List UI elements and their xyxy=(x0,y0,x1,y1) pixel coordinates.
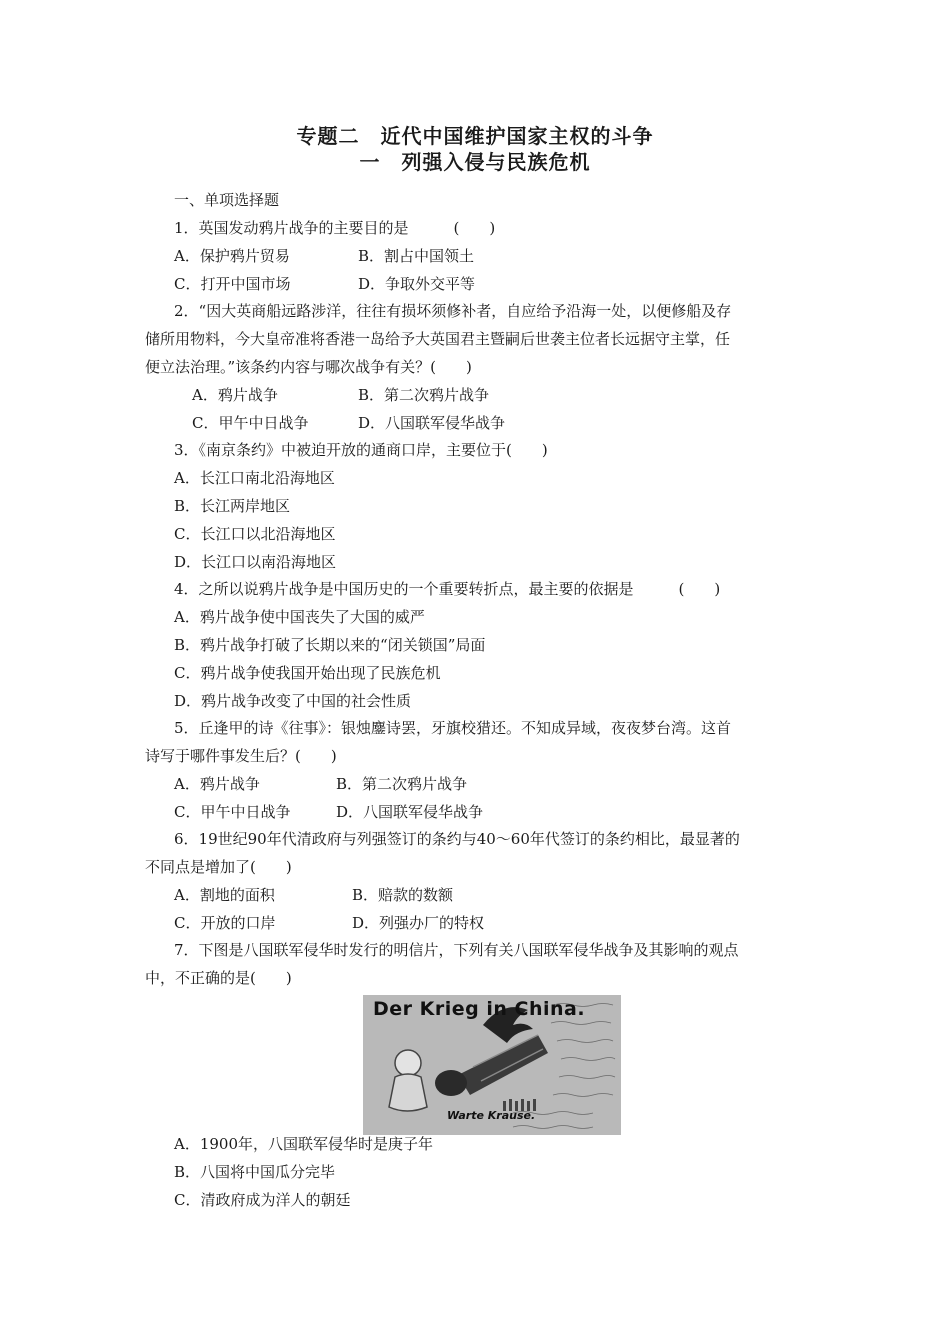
title-line-2: 一 列强入侵与民族危机 xyxy=(359,150,591,174)
q7-stem-line-1: 7．下图是八国联军侵华时发行的明信片，下列有关八国联军侵华战争及其影响的观点 xyxy=(174,941,739,959)
q6-option-d: D．列强办厂的特权 xyxy=(352,914,485,932)
q2-option-d: D．八国联军侵华战争 xyxy=(358,414,506,432)
q1-option-c: C．打开中国市场 xyxy=(174,275,291,293)
q1-option-b: B．割占中国领土 xyxy=(358,247,475,265)
q5-option-d: D．八国联军侵华战争 xyxy=(336,803,484,821)
q5-option-a: A．鸦片战争 xyxy=(174,775,260,793)
q3-option-b: B．长江两岸地区 xyxy=(174,497,291,515)
q4-option-a: A．鸦片战争使中国丧失了大国的威严 xyxy=(174,608,425,626)
q1-option-d: D．争取外交平等 xyxy=(358,275,476,293)
q2-option-b: B．第二次鸦片战争 xyxy=(358,386,490,404)
postcard-title: Der Krieg in China. xyxy=(373,998,586,1020)
q5-stem-line-2: 诗写于哪件事发生后？( ) xyxy=(145,747,337,765)
q6-stem-line-2: 不同点是增加了( ) xyxy=(145,858,292,876)
q1-option-a: A．保护鸦片贸易 xyxy=(174,247,290,265)
q2-stem-line-2: 储所用物料，今大皇帝准将香港一岛给予大英国君主暨嗣后世袭主位者长远据守主掌，任 xyxy=(145,330,731,348)
q3-stem: 3．《南京条约》中被迫开放的通商口岸，主要位于( ) xyxy=(174,441,548,459)
q2-stem-line-1: 2．“因大英商船远路涉洋，往往有损坏须修补者，自应给予沿海一处，以便修船及存 xyxy=(174,302,732,320)
section-heading: 一、单项选择题 xyxy=(174,191,280,209)
q5-option-c: C．甲午中日战争 xyxy=(174,803,291,821)
q6-option-b: B．赔款的数额 xyxy=(352,886,454,904)
q5-stem-line-1: 5．丘逢甲的诗《往事》：银烛鏖诗罢，牙旗校猎还。不知成异域，夜夜梦台湾。这首 xyxy=(174,719,732,737)
q5-option-b: B．第二次鸦片战争 xyxy=(336,775,468,793)
postcard-image xyxy=(363,995,621,1135)
q7-option-b: B．八国将中国瓜分完毕 xyxy=(174,1163,336,1181)
q7-option-a: A．1900年，八国联军侵华时是庚子年 xyxy=(174,1135,434,1153)
q1-stem: 1．英国发动鸦片战争的主要目的是 ( ) xyxy=(174,219,496,237)
q2-option-a: A．鸦片战争 xyxy=(192,386,278,404)
postcard-signature: Warte Krause. xyxy=(447,1109,536,1122)
q6-stem-line-1: 6．19世纪90年代清政府与列强签订的条约与40～60年代签订的条约相比，最显著的 xyxy=(174,830,740,848)
q2-stem-line-3: 便立法治理。”该条约内容与哪次战争有关？( ) xyxy=(145,358,472,376)
q3-option-d: D．长江口以南沿海地区 xyxy=(174,553,337,571)
q6-option-c: C．开放的口岸 xyxy=(174,914,276,932)
q4-option-d: D．鸦片战争改变了中国的社会性质 xyxy=(174,692,412,710)
q3-option-c: C．长江口以北沿海地区 xyxy=(174,525,336,543)
q4-option-b: B．鸦片战争打破了长期以来的“闭关锁国”局面 xyxy=(174,636,486,654)
q6-option-a: A．割地的面积 xyxy=(174,886,275,904)
q7-stem-line-2: 中，不正确的是( ) xyxy=(145,969,292,987)
q3-option-a: A．长江口南北沿海地区 xyxy=(174,469,335,487)
q4-stem: 4．之所以说鸦片战争是中国历史的一个重要转折点，最主要的依据是 ( ) xyxy=(174,580,721,598)
q4-option-c: C．鸦片战争使我国开始出现了民族危机 xyxy=(174,664,441,682)
title-line-1: 专题二 近代中国维护国家主权的斗争 xyxy=(296,124,654,148)
q2-option-c: C．甲午中日战争 xyxy=(192,414,309,432)
q7-option-c: C．清政府成为洋人的朝廷 xyxy=(174,1191,351,1209)
